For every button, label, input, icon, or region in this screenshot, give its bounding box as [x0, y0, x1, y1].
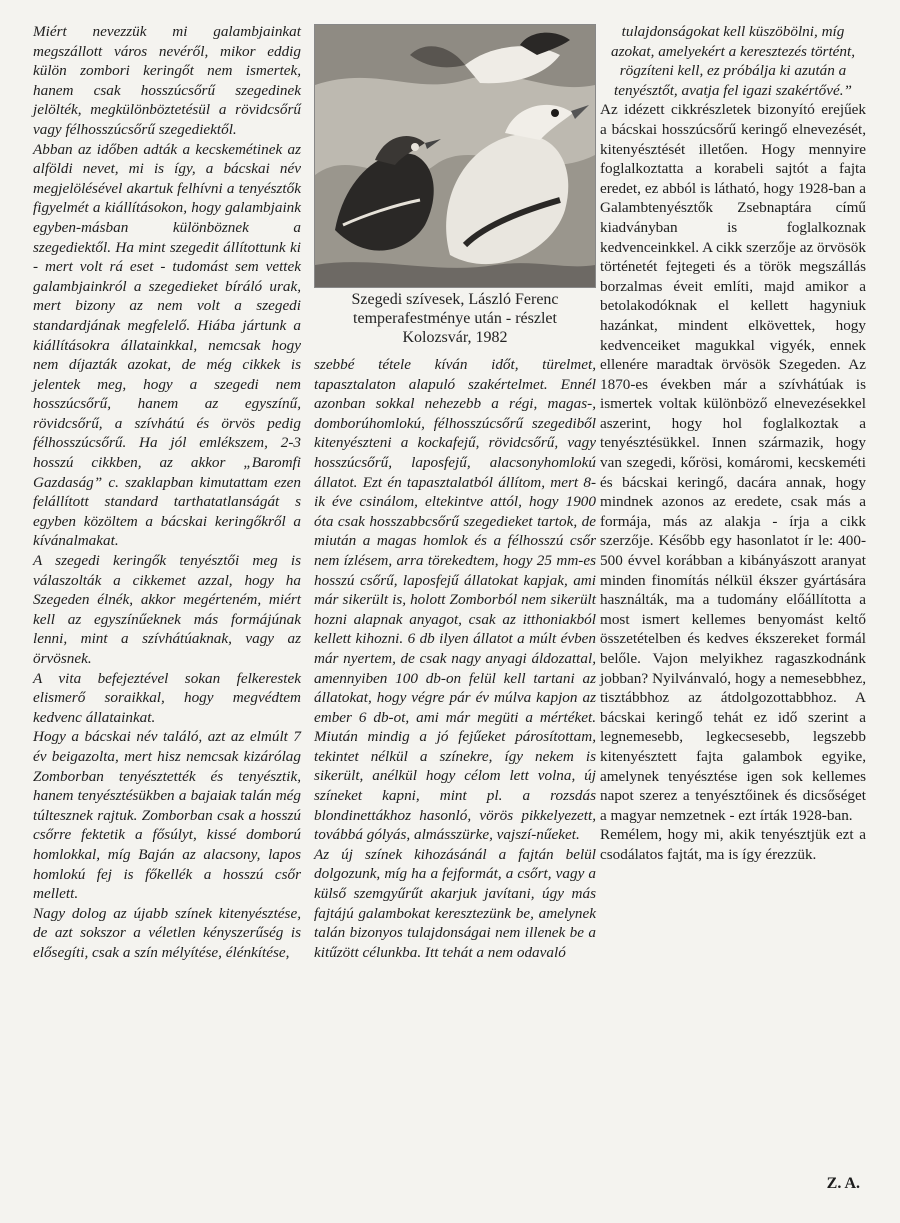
- paragraph: A vita befejeztével sokan felkerestek elismerő soraikkal, hogy megvédtem kedvenc állatainkat.: [33, 669, 301, 726]
- paragraph: Abban az időben adták a kecskemétinek az alföldi nevet, mi is így, a bácskai név megjelölésével akartuk felhívni a tenyésztők figyelmét a kiállításokon, hogy galambjaink egyben-másban különböznek a szegediektől. Ha mint szegedit állítottunk ki - mert volt rá eset - tudomást sem vettek galambjainkról a szegedieket bíráló urak, mert bizony az nem volt a szegedi standardjának megfelelő. Hiába jártunk a kiállításokra állatainkkal, nemcsak hogy nem díjazták azokat, de még cikkek is jelentek meg, hogy a szegedi nem hosszúcsőrű, hanem az egyszínű, rövidcsőrű, a szívhátú és örvös pedig félhosszúcsőrű. Ha jól emlékszem, 2-3 hosszú cikkben, az akkor „Baromfi Gazdaság” c. szaklapban kimutattam ezen felállított standard tarthatatlanságát s egyben közöltem a bácskai keringőkről a kívánalmakat.: [33, 140, 301, 550]
- paragraph: szebbé tétele kíván időt, türelmet, tapasztalaton alapuló szakértelmet. Ennél azonban sokkal nehezebb a régi, magas-, domborúhomlokú, félhosszúcsőrű szegediből kitenyészteni a kockafejű, rövidcsőrű, vagy hosszúcsőrű, laposfejű, alacsonyhomlokú állatot. Ezt én tapasztalatból állítom, mert 8-ik éve csinálom, eltekintve attól, hogy 1900 óta csak hosszabbcsőrű szegedieket tartok, de miután a magas homlok és a félhosszú csőr nem ízlésem, arra törekedtem, hogy 25 mm-es hosszú csőrű, laposfejű állatokat kapjak, ami már sikerült is, holott Zomborból nem sikerült hozni alapnak anyagot, csak az itthoniakból kellett kihozni. 6 db ilyen állatot a múlt évben már nyertem, de csak nagy anyagi áldozattal, amennyiben 100 db-on felül kell tartani az állatokat, hogy végre pár év múlva kapjon az ember 6 db-ot, ami már megüti a mértéket. Miután mindig a jó fejűeket párosítottam, tekintet nélkül a színekre, így nekem is sikerült, anélkül hogy célom lett volna, új színeket kapni, mint pl. a rozsdás blondinettákhoz hasonló, vörös pikkelyezett, továbbá gólyás, almásszürke, vajszí-nűeket.: [314, 356, 596, 844]
- paragraph: Remélem, hogy mi, akik tenyésztjük ezt a csodálatos fajtát, ma is így érezzük.: [600, 826, 866, 863]
- article-column-1: [33, 22, 301, 963]
- article-column-3: [600, 22, 866, 865]
- paragraph: Miért nevezzük mi galambjainkat megszállott város nevéről, mikor eddig külön zombori keringőt nem ismertek, hanem csak hosszúcsőrű szegedinek jelölték, megkülönböztetésül a rövidcsőrű vagy félhosszúcsőrű szegediektől.: [33, 23, 301, 138]
- paragraph: Az új színek kihozásánál a fajtán belül dolgozunk, míg ha a fejformát, a csőrt, vagy a külső szemgyűrűt akarjuk javítani, úgy más fajtájú galambokat keresztezünk be, amelynek talán bizonyos tulajdonságai nem illenek be a kitűzött célunkba. Itt tehát a nem odavaló: [314, 845, 596, 961]
- pigeon-painting-image: [314, 24, 596, 288]
- caption-line: temperafestménye után - részlet: [353, 310, 557, 327]
- paragraph: A szegedi keringők tenyésztői meg is válaszolták a cikkemet azzal, hogy ha Szegeden élnék, akkor megérteném, miért kell az egyszínűeknek más formájúnak lenni, mint a szívhátúaknak, vagy az örvösnek.: [33, 552, 301, 667]
- author-signature: Z. A.: [826, 1175, 860, 1192]
- caption-line: Szegedi szívesek, László Ferenc: [351, 291, 559, 308]
- figure-caption: [314, 290, 596, 347]
- paragraph: Nagy dolog az újabb színek kitenyésztése, de azt sokszor a véletlen kényszerűség is elősegíti, csak a szín mélyítése, élénkítése,: [33, 904, 301, 961]
- caption-line: Kolozsvár, 1982: [402, 329, 508, 346]
- paragraph: Az idézett cikkrészletek bizonyító erejűek a bácskai hosszúcsőrű keringő elnevezését, kitenyésztését illetően. Hogy mennyire foglalkoztatta a korabeli sajtót a fajta eredet, ez abból is látható, hogy 1928-ban a Galambtenyésztők Zsebnaptára című kiadványban is foglalkoznak kedvenceinkkel. A cikk szerzője az örvösök történetét fejtegeti és a török megszállás borzalmas éveit említi, majd amikor a betolakodóknak el kellett hagyniuk hazánkat, mindent elkövettek, hogy kedvenceiket magukkal vigyék, ennek ellenére maradtak örvösök Szegeden. Az 1870-es években már a szívhátúak is ismertek voltak különböző elnevezésekkel aszerint, hogy hol foglalkoztak a tenyésztésükkel. Innen származik, hogy van szegedi, kőrösi, komáromi, kecskeméti és bácskai keringő, dacára annak, hogy mindnek azonos az eredete, csak más a formája, más az alakja - írja a cikk szerzője. Később egy hasonlatot ír le: 400-500 évvel korábban a kibányászott aranyat minden finomítás nélkül ékszer gyártására használták, ma a tudomány előállította a most ismert kellemes benyomást keltő összetételben és kedves ékszereket formál belőle. Vajon melyikhez ragaszkodnánk jobban? Nyilvánvaló, hogy a nemesebbhez, tisztábbhoz az átdolgozottabbhoz. A bácskai keringő tehát ez idő szerint a legnemesebb, legkecsesebb, legszebb kitenyésztett fajta galambok egyike, amelynek tenyésztése igen sok kellemes napot szerez a tenyésztőinek és dicsőséget a magyar nemzetnek - ezt írták 1928-ban.: [600, 101, 866, 824]
- paragraph: Hogy a bácskai név találó, azt az elmúlt 7 év beigazolta, mert hisz nemcsak kizárólag Zomborban tenyésztették és tenyésztik, hanem tenyésztésükben a bajaiak talán még túltesznek rajtuk. Zomborban csak a hosszú csőrre fektetik a fősúlyt, kissé domború homlokkal, míg Baján az alacsony, lapos homlokú fej is főkellék a hosszú csőr mellett.: [33, 728, 301, 903]
- article-column-2: [314, 355, 596, 962]
- pigeon-painting-illustration: [315, 25, 595, 287]
- quote-paragraph: tulajdonságokat kell küszöbölni, míg azokat, amelyekért a keresztezés történt, rögzíteni kell, ez próbálja ki azután a tenyésztőt, avatja fel igazi szakértővé.”: [610, 23, 856, 99]
